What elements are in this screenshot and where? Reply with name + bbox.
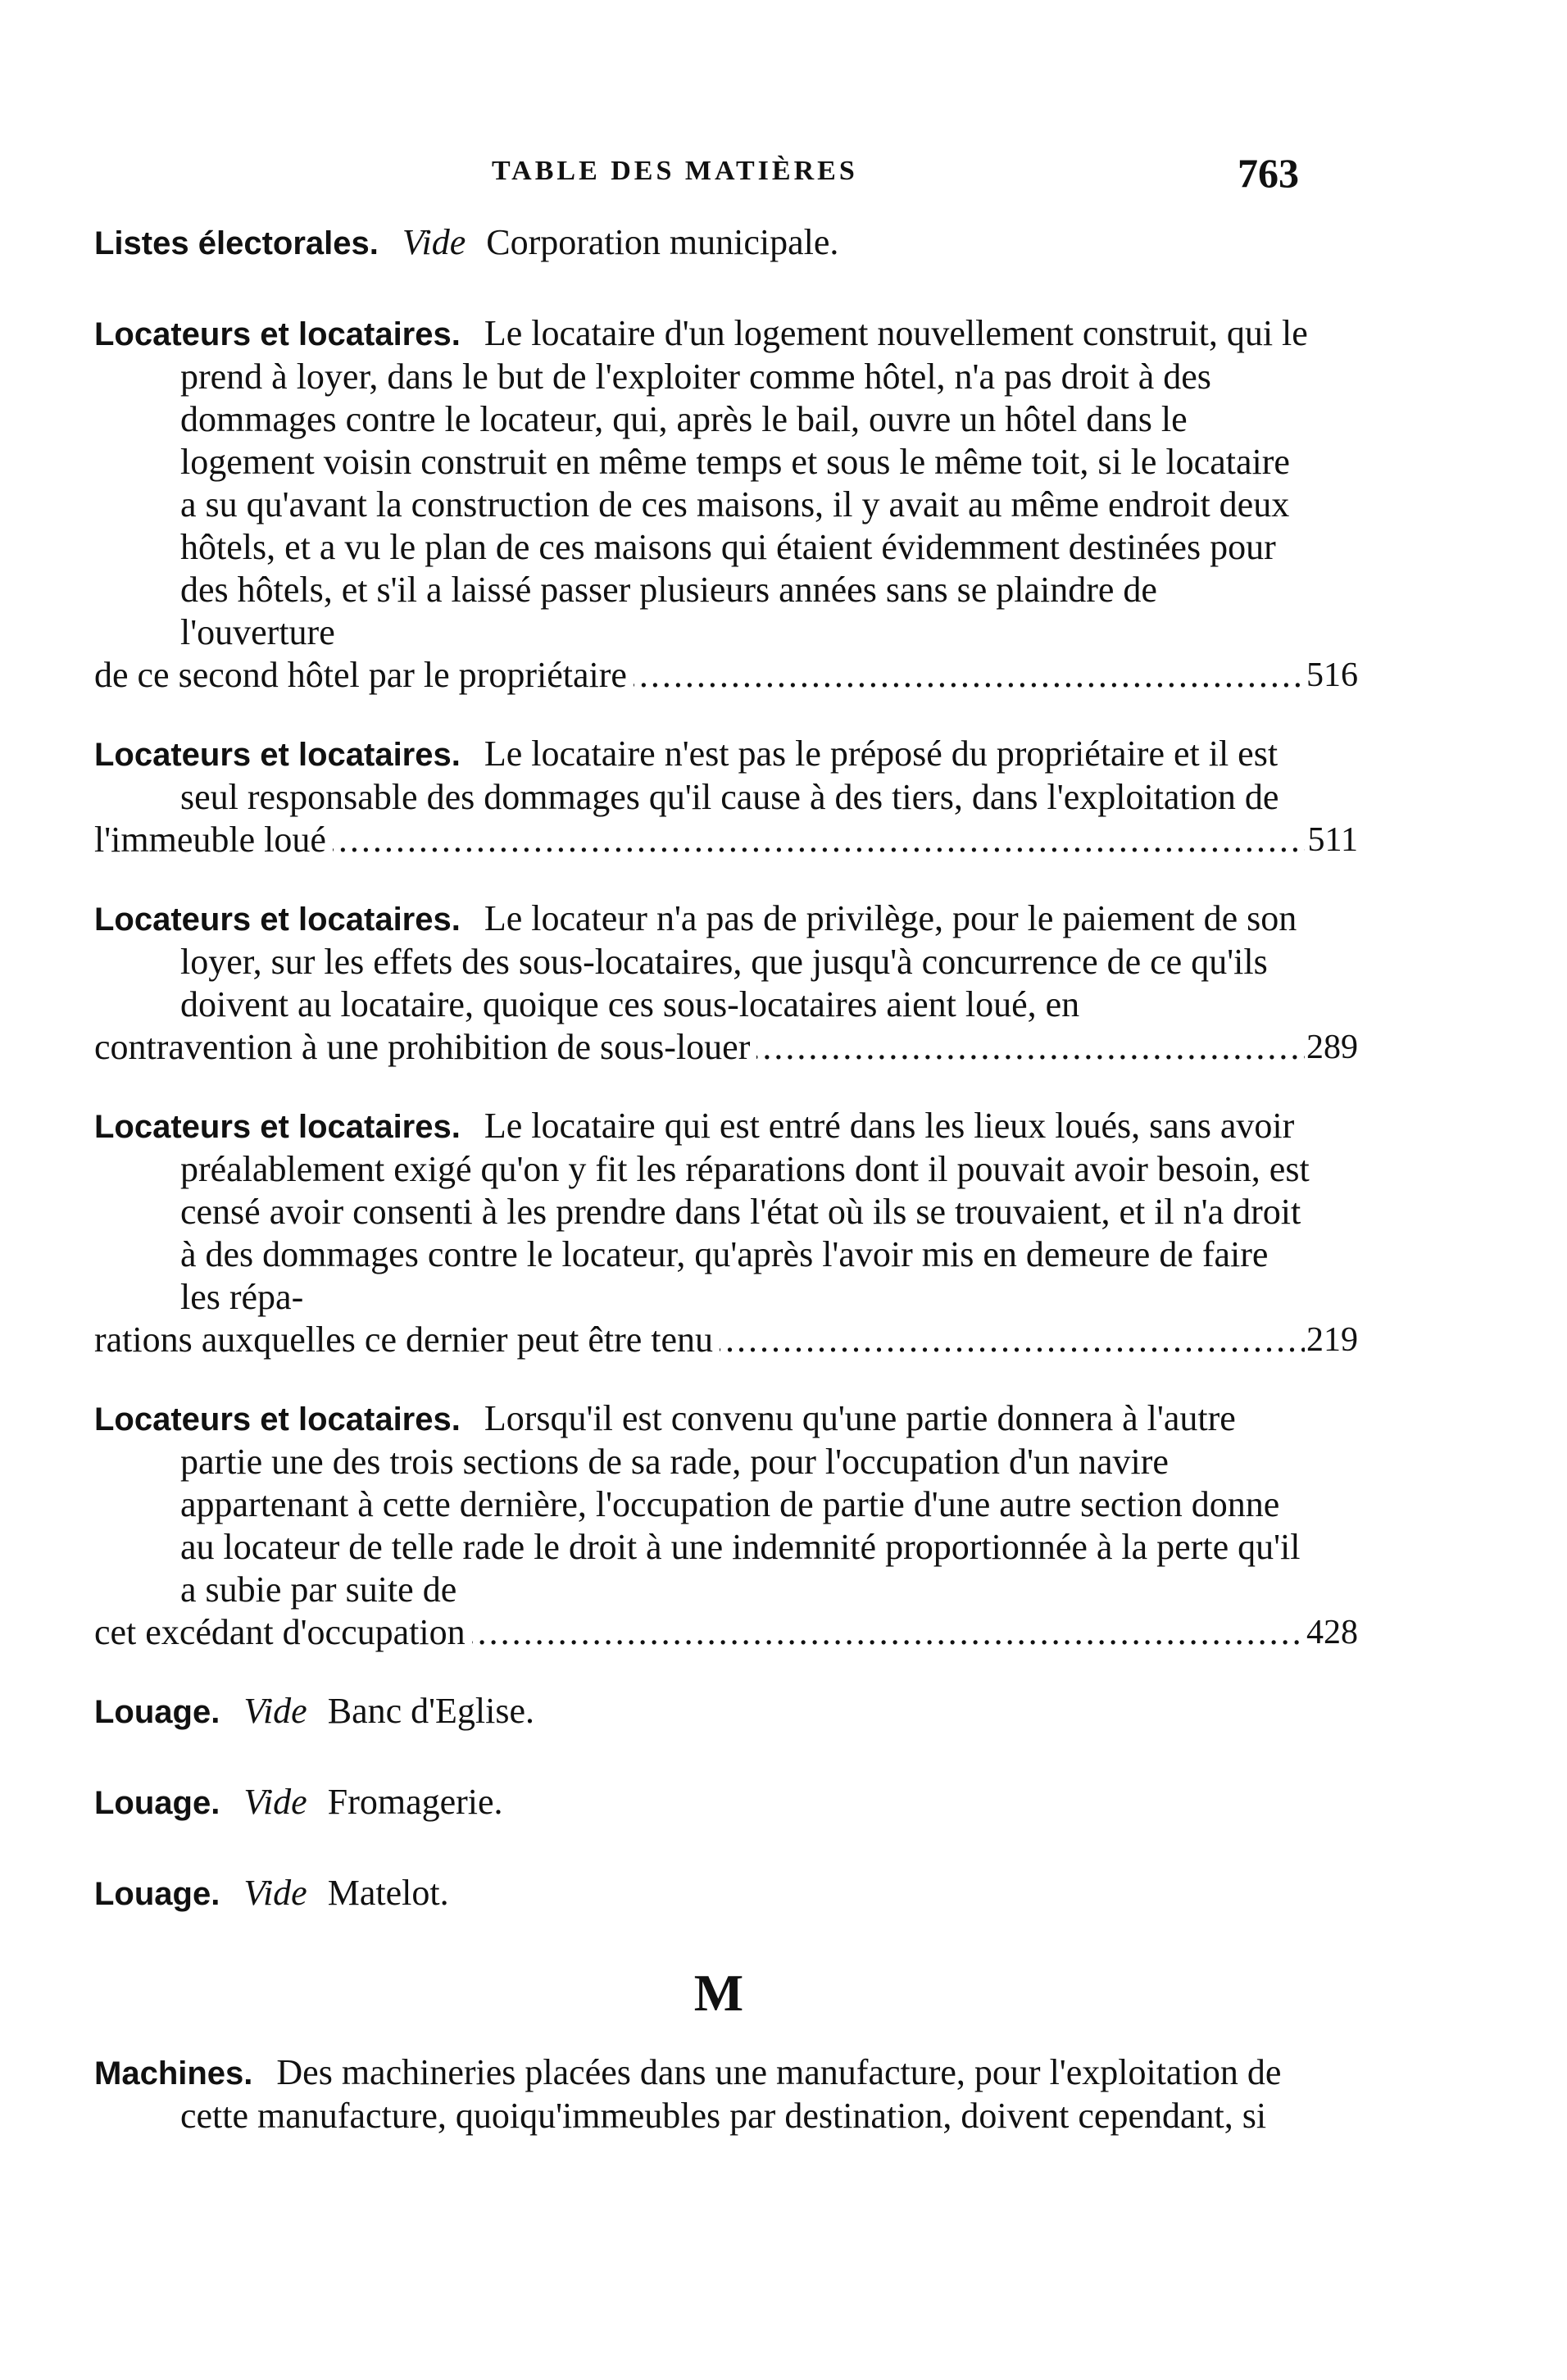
entry-heading: Listes électorales.	[94, 225, 379, 261]
dot-leader	[720, 1319, 1305, 1361]
entry-heading: Locateurs et locataires.	[94, 902, 461, 938]
entry-heading: Locateurs et locataires.	[94, 1109, 461, 1145]
vide-label: Vide	[402, 222, 466, 262]
entry-text: Des machineries placées dans une manufacture, pour l'exploitation de cette manufacture, quoiqu'immeubles par destination, doivent cependant, si	[180, 2052, 1282, 2136]
page-reference: 219	[1306, 1321, 1358, 1359]
dot-leader	[756, 1026, 1305, 1069]
entry-text: Le locataire qui est entré dans les lieux loués, sans avoir préalablement exigé qu'on y fit les réparations dont il pouvait avoir besoin, est censé avoir consenti à les prendre dans l'état où ils se trouvaient, et il n'a droit à des dommages contre le locateur, qu'après l'avoir mis en demeure de faire les répa-	[180, 1106, 1310, 1317]
entry-last-line: rations auxquelles ce dernier peut être tenu	[94, 1319, 714, 1360]
entry-heading: Louage.	[94, 1876, 220, 1912]
entry-heading: Locateurs et locataires.	[94, 737, 461, 773]
entry-heading: Locateurs et locataires.	[94, 316, 461, 352]
running-title: TABLE DES MATIÈRES	[492, 156, 858, 186]
entry-heading: Louage.	[94, 1785, 220, 1821]
dot-leader	[333, 819, 1305, 861]
index-entry	[94, 312, 1358, 697]
entry-last-line: l'immeuble loué	[94, 820, 326, 860]
page-reference: 516	[1306, 656, 1358, 694]
page-number: 763	[1238, 150, 1299, 196]
entry-text: Banc d'Eglise.	[327, 1691, 535, 1731]
entry-text: Le locateur n'a pas de privilège, pour le paiement de son loyer, sur les effets des sous-locataires, que jusqu'à concurrence de ce qu'ils doivent au locataire, quoique ces sous-locataires aient loué, en	[180, 898, 1297, 1024]
vide-label: Vide	[243, 1691, 307, 1731]
index-entry	[94, 1397, 1358, 1654]
page-reference: 428	[1306, 1614, 1358, 1651]
entry-text: Le locataire n'est pas le préposé du propriétaire et il est seul responsable des dommages qu'il cause à des tiers, dans l'exploitation de	[180, 734, 1279, 817]
entry-last-line: contravention à une prohibition de sous-louer	[94, 1027, 751, 1067]
page-reference: 289	[1306, 1029, 1358, 1066]
index-entry	[94, 1781, 1340, 1824]
entry-last-line: de ce second hôtel par le propriétaire	[94, 655, 627, 695]
vide-label: Vide	[243, 1873, 307, 1913]
index-entries	[94, 221, 1358, 2173]
entry-heading: Locateurs et locataires.	[94, 1401, 461, 1438]
entry-heading: Louage.	[94, 1694, 220, 1730]
index-entry	[94, 221, 1340, 265]
dot-leader	[472, 1611, 1305, 1654]
entry-text: Fromagerie.	[327, 1782, 503, 1822]
page-header	[0, 150, 1567, 205]
index-entry	[94, 1105, 1358, 1361]
entry-text: Lorsqu'il est convenu qu'une partie donnera à l'autre partie une des trois sections de sa rade, pour l'occupation d'un navire appartenant à cette dernière, l'occupation de partie d'une autre section donne au locateur de telle rade le droit à une indemnité proportionnée à la perte qu'il a subie par suite de	[180, 1398, 1301, 1610]
index-entry	[94, 1872, 1340, 1915]
index-entry	[94, 2051, 1340, 2137]
index-entry	[94, 1690, 1340, 1733]
entry-text: Matelot.	[327, 1873, 449, 1913]
page-reference: 511	[1307, 821, 1358, 859]
entry-last-line: cet excédant d'occupation	[94, 1612, 466, 1652]
section-letter: M	[693, 1964, 741, 2022]
entry-text: Corporation municipale.	[486, 222, 839, 262]
index-entry	[94, 897, 1358, 1069]
entry-text: Le locataire d'un logement nouvellement construit, qui le prend à loyer, dans le but de l'exploiter comme hôtel, n'a pas droit à des dommages contre le locateur, qui, après le bail, ouvre un hôtel dans le logement voisin construit en même temps et sous le même toit, si le locataire a su qu'avant la construction de ces maisons, il y avait au même endroit deux hôtels, et a vu le plan de ces maisons qui étaient évidemment destinées pour des hôtels, et s'il a laissé passer plusieurs années sans se plaindre de l'ouverture	[180, 313, 1308, 652]
index-entry	[94, 733, 1358, 861]
entry-heading: Machines.	[94, 2055, 253, 2092]
vide-label: Vide	[243, 1782, 307, 1822]
dot-leader	[634, 654, 1305, 697]
